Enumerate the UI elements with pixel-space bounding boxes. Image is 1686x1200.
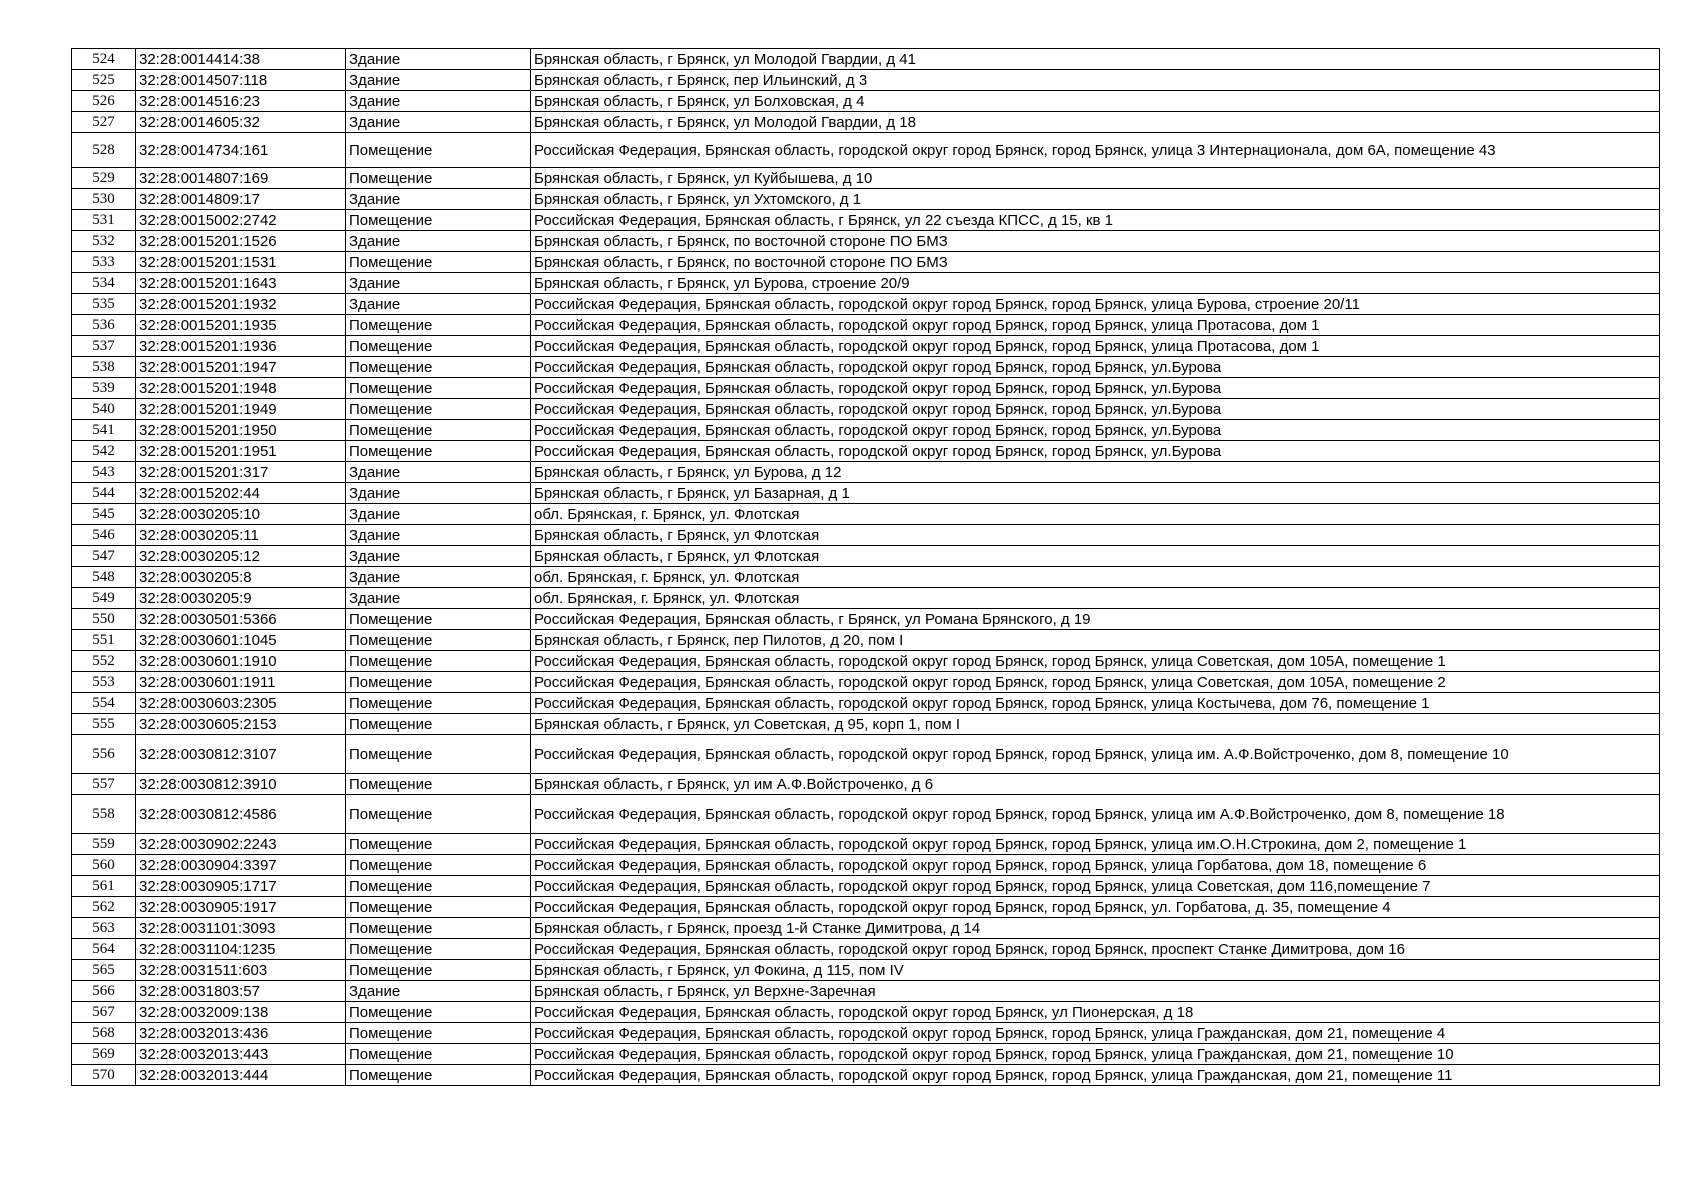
table-row	[72, 693, 1660, 714]
cadastral-number-cell: 32:28:0015202:44	[136, 483, 346, 504]
table-row	[72, 378, 1660, 399]
document-page	[71, 48, 1659, 1086]
address-cell: Брянская область, г Брянск, ул Советская, д 95, корп 1, пом I	[531, 714, 1660, 735]
row-number-cell: 563	[72, 918, 136, 939]
address-cell: Брянская область, г Брянск, ул Куйбышева, д 10	[531, 168, 1660, 189]
row-number-cell: 529	[72, 168, 136, 189]
table-row	[72, 399, 1660, 420]
address-cell: Брянская область, г Брянск, ул Флотская	[531, 546, 1660, 567]
object-type-cell: Помещение	[346, 1002, 531, 1023]
object-type-cell: Помещение	[346, 960, 531, 981]
row-number-cell: 551	[72, 630, 136, 651]
table-row	[72, 462, 1660, 483]
address-cell: обл. Брянская, г. Брянск, ул. Флотская	[531, 504, 1660, 525]
address-cell: Брянская область, г Брянск, пер Ильинский, д 3	[531, 70, 1660, 91]
object-type-cell: Здание	[346, 91, 531, 112]
table-row	[72, 714, 1660, 735]
table-row	[72, 357, 1660, 378]
row-number-cell: 553	[72, 672, 136, 693]
object-type-cell: Здание	[346, 525, 531, 546]
cadastral-number-cell: 32:28:0030205:9	[136, 588, 346, 609]
object-type-cell: Помещение	[346, 774, 531, 795]
cadastral-number-cell: 32:28:0015201:1936	[136, 336, 346, 357]
row-number-cell: 538	[72, 357, 136, 378]
row-number-cell: 569	[72, 1044, 136, 1065]
object-type-cell: Здание	[346, 567, 531, 588]
row-number-cell: 556	[72, 735, 136, 774]
table-row	[72, 133, 1660, 168]
table-row	[72, 876, 1660, 897]
address-cell: Российская Федерация, Брянская область, городской округ город Брянск, город Брянск, ул.Бурова	[531, 399, 1660, 420]
row-number-cell: 524	[72, 49, 136, 70]
cadastral-number-cell: 32:28:0030902:2243	[136, 834, 346, 855]
object-type-cell: Здание	[346, 483, 531, 504]
address-cell: Российская Федерация, Брянская область, городской округ город Брянск, город Брянск, улица Советская, дом 105А, помещение 1	[531, 651, 1660, 672]
object-type-cell: Помещение	[346, 399, 531, 420]
row-number-cell: 539	[72, 378, 136, 399]
row-number-cell: 558	[72, 795, 136, 834]
address-cell: Брянская область, г Брянск, ул Бурова, строение 20/9	[531, 273, 1660, 294]
row-number-cell: 526	[72, 91, 136, 112]
object-type-cell: Помещение	[346, 876, 531, 897]
row-number-cell: 541	[72, 420, 136, 441]
address-cell: Российская Федерация, Брянская область, городской округ город Брянск, город Брянск, улица Протасова, дом 1	[531, 315, 1660, 336]
table-row	[72, 855, 1660, 876]
table-row	[72, 112, 1660, 133]
row-number-cell: 570	[72, 1065, 136, 1086]
row-number-cell: 537	[72, 336, 136, 357]
table-row	[72, 735, 1660, 774]
object-type-cell: Здание	[346, 189, 531, 210]
object-type-cell: Здание	[346, 981, 531, 1002]
object-type-cell: Помещение	[346, 441, 531, 462]
table-row	[72, 774, 1660, 795]
table-row	[72, 273, 1660, 294]
cadastral-number-cell: 32:28:0015201:1643	[136, 273, 346, 294]
table-row	[72, 336, 1660, 357]
row-number-cell: 534	[72, 273, 136, 294]
table-row	[72, 483, 1660, 504]
object-type-cell: Помещение	[346, 939, 531, 960]
object-type-cell: Помещение	[346, 630, 531, 651]
table-row	[72, 651, 1660, 672]
address-cell: Брянская область, г Брянск, ул Фокина, д 115, пом IV	[531, 960, 1660, 981]
row-number-cell: 543	[72, 462, 136, 483]
row-number-cell: 564	[72, 939, 136, 960]
row-number-cell: 540	[72, 399, 136, 420]
address-cell: Брянская область, г Брянск, ул Флотская	[531, 525, 1660, 546]
table-row	[72, 1023, 1660, 1044]
property-table	[71, 48, 1660, 1086]
object-type-cell: Здание	[346, 546, 531, 567]
address-cell: Брянская область, г Брянск, ул Болховская, д 4	[531, 91, 1660, 112]
table-row	[72, 231, 1660, 252]
object-type-cell: Помещение	[346, 252, 531, 273]
cadastral-number-cell: 32:28:0032013:436	[136, 1023, 346, 1044]
object-type-cell: Помещение	[346, 609, 531, 630]
address-cell: обл. Брянская, г. Брянск, ул. Флотская	[531, 588, 1660, 609]
cadastral-number-cell: 32:28:0015201:1932	[136, 294, 346, 315]
table-row	[72, 1044, 1660, 1065]
table-row	[72, 420, 1660, 441]
address-cell: Российская Федерация, Брянская область, городской округ город Брянск, город Брянск, улица Протасова, дом 1	[531, 336, 1660, 357]
cadastral-number-cell: 32:28:0014516:23	[136, 91, 346, 112]
object-type-cell: Помещение	[346, 378, 531, 399]
object-type-cell: Здание	[346, 273, 531, 294]
row-number-cell: 547	[72, 546, 136, 567]
cadastral-number-cell: 32:28:0030205:10	[136, 504, 346, 525]
object-type-cell: Здание	[346, 70, 531, 91]
address-cell: обл. Брянская, г. Брянск, ул. Флотская	[531, 567, 1660, 588]
row-number-cell: 562	[72, 897, 136, 918]
address-cell: Российская Федерация, Брянская область, г Брянск, ул 22 съезда КПСС, д 15, кв 1	[531, 210, 1660, 231]
address-cell: Российская Федерация, Брянская область, городской округ город Брянск, город Брянск, ул.Бурова	[531, 420, 1660, 441]
address-cell: Российская Федерация, Брянская область, городской округ город Брянск, ул Пионерская, д 18	[531, 1002, 1660, 1023]
object-type-cell: Помещение	[346, 315, 531, 336]
row-number-cell: 535	[72, 294, 136, 315]
table-row	[72, 91, 1660, 112]
cadastral-number-cell: 32:28:0030205:12	[136, 546, 346, 567]
table-row	[72, 981, 1660, 1002]
object-type-cell: Помещение	[346, 133, 531, 168]
cadastral-number-cell: 32:28:0030205:8	[136, 567, 346, 588]
address-cell: Брянская область, г Брянск, ул им А.Ф.Войстроченко, д 6	[531, 774, 1660, 795]
cadastral-number-cell: 32:28:0031511:603	[136, 960, 346, 981]
row-number-cell: 536	[72, 315, 136, 336]
object-type-cell: Помещение	[346, 1044, 531, 1065]
row-number-cell: 545	[72, 504, 136, 525]
object-type-cell: Помещение	[346, 735, 531, 774]
cadastral-number-cell: 32:28:0015201:1950	[136, 420, 346, 441]
address-cell: Российская Федерация, Брянская область, городской округ город Брянск, город Брянск, улица Горбатова, дом 18, помещение 6	[531, 855, 1660, 876]
cadastral-number-cell: 32:28:0032009:138	[136, 1002, 346, 1023]
table-row	[72, 834, 1660, 855]
cadastral-number-cell: 32:28:0014734:161	[136, 133, 346, 168]
object-type-cell: Здание	[346, 112, 531, 133]
table-row	[72, 960, 1660, 981]
table-row	[72, 294, 1660, 315]
cadastral-number-cell: 32:28:0030812:4586	[136, 795, 346, 834]
table-row	[72, 630, 1660, 651]
row-number-cell: 550	[72, 609, 136, 630]
address-cell: Брянская область, г Брянск, по восточной стороне ПО БМЗ	[531, 231, 1660, 252]
table-row	[72, 567, 1660, 588]
object-type-cell: Помещение	[346, 795, 531, 834]
address-cell: Брянская область, г Брянск, пер Пилотов, д 20, пом I	[531, 630, 1660, 651]
address-cell: Российская Федерация, Брянская область, городской округ город Брянск, город Брянск, ул.Бурова	[531, 441, 1660, 462]
row-number-cell: 544	[72, 483, 136, 504]
table-row	[72, 315, 1660, 336]
address-cell: Российская Федерация, Брянская область, городской округ город Брянск, город Брянск, улица им А.Ф.Войстроченко, дом 8, помещение 18	[531, 795, 1660, 834]
object-type-cell: Здание	[346, 231, 531, 252]
cadastral-number-cell: 32:28:0014807:169	[136, 168, 346, 189]
object-type-cell: Помещение	[346, 834, 531, 855]
row-number-cell: 555	[72, 714, 136, 735]
cadastral-number-cell: 32:28:0032013:444	[136, 1065, 346, 1086]
table-row	[72, 795, 1660, 834]
address-cell: Российская Федерация, Брянская область, городской округ город Брянск, город Брянск, улица Советская, дом 116,помещение 7	[531, 876, 1660, 897]
row-number-cell: 561	[72, 876, 136, 897]
table-row	[72, 939, 1660, 960]
row-number-cell: 533	[72, 252, 136, 273]
row-number-cell: 554	[72, 693, 136, 714]
address-cell: Российская Федерация, Брянская область, городской округ город Брянск, город Брянск, улица Гражданская, дом 21, помещение 10	[531, 1044, 1660, 1065]
cadastral-number-cell: 32:28:0031104:1235	[136, 939, 346, 960]
address-cell: Брянская область, г Брянск, по восточной стороне ПО БМЗ	[531, 252, 1660, 273]
cadastral-number-cell: 32:28:0014605:32	[136, 112, 346, 133]
object-type-cell: Помещение	[346, 1065, 531, 1086]
row-number-cell: 546	[72, 525, 136, 546]
address-cell: Российская Федерация, Брянская область, городской округ город Брянск, город Брянск, улица им. А.Ф.Войстроченко, дом 8, помещение 10	[531, 735, 1660, 774]
address-cell: Брянская область, г Брянск, ул Бурова, д 12	[531, 462, 1660, 483]
cadastral-number-cell: 32:28:0030601:1045	[136, 630, 346, 651]
address-cell: Брянская область, г Брянск, ул Ухтомского, д 1	[531, 189, 1660, 210]
row-number-cell: 548	[72, 567, 136, 588]
row-number-cell: 565	[72, 960, 136, 981]
table-row	[72, 49, 1660, 70]
table-body	[72, 49, 1660, 1086]
row-number-cell: 560	[72, 855, 136, 876]
table-row	[72, 252, 1660, 273]
object-type-cell: Помещение	[346, 714, 531, 735]
cadastral-number-cell: 32:28:0030205:11	[136, 525, 346, 546]
object-type-cell: Помещение	[346, 672, 531, 693]
cadastral-number-cell: 32:28:0030601:1910	[136, 651, 346, 672]
address-cell: Российская Федерация, Брянская область, городской округ город Брянск, город Брянск, улица им.О.Н.Строкина, дом 2, помещение 1	[531, 834, 1660, 855]
object-type-cell: Помещение	[346, 1023, 531, 1044]
row-number-cell: 566	[72, 981, 136, 1002]
row-number-cell: 557	[72, 774, 136, 795]
row-number-cell: 567	[72, 1002, 136, 1023]
table-row	[72, 441, 1660, 462]
address-cell: Российская Федерация, Брянская область, городской округ город Брянск, город Брянск, улица 3 Интернационала, дом 6А, помещение 43	[531, 133, 1660, 168]
cadastral-number-cell: 32:28:0030905:1717	[136, 876, 346, 897]
row-number-cell: 532	[72, 231, 136, 252]
cadastral-number-cell: 32:28:0032013:443	[136, 1044, 346, 1065]
address-cell: Российская Федерация, Брянская область, городской округ город Брянск, город Брянск, улица Гражданская, дом 21, помещение 4	[531, 1023, 1660, 1044]
row-number-cell: 531	[72, 210, 136, 231]
table-row	[72, 1065, 1660, 1086]
table-row	[72, 546, 1660, 567]
row-number-cell: 528	[72, 133, 136, 168]
cadastral-number-cell: 32:28:0030812:3910	[136, 774, 346, 795]
table-row	[72, 210, 1660, 231]
cadastral-number-cell: 32:28:0014414:38	[136, 49, 346, 70]
address-cell: Российская Федерация, Брянская область, г Брянск, ул Романа Брянского, д 19	[531, 609, 1660, 630]
address-cell: Российская Федерация, Брянская область, городской округ город Брянск, город Брянск, проспект Станке Димитрова, дом 16	[531, 939, 1660, 960]
address-cell: Брянская область, г Брянск, проезд 1-й Станке Димитрова, д 14	[531, 918, 1660, 939]
table-row	[72, 189, 1660, 210]
address-cell: Российская Федерация, Брянская область, городской округ город Брянск, город Брянск, улица Советская, дом 105А, помещение 2	[531, 672, 1660, 693]
row-number-cell: 530	[72, 189, 136, 210]
address-cell: Брянская область, г Брянск, ул Верхне-Заречная	[531, 981, 1660, 1002]
cadastral-number-cell: 32:28:0015201:1947	[136, 357, 346, 378]
cadastral-number-cell: 32:28:0030601:1911	[136, 672, 346, 693]
table-row	[72, 504, 1660, 525]
object-type-cell: Помещение	[346, 210, 531, 231]
object-type-cell: Помещение	[346, 336, 531, 357]
object-type-cell: Помещение	[346, 420, 531, 441]
table-row	[72, 1002, 1660, 1023]
cadastral-number-cell: 32:28:0015201:1949	[136, 399, 346, 420]
object-type-cell: Помещение	[346, 693, 531, 714]
table-row	[72, 897, 1660, 918]
row-number-cell: 552	[72, 651, 136, 672]
address-cell: Российская Федерация, Брянская область, городской округ город Брянск, город Брянск, улица Бурова, строение 20/11	[531, 294, 1660, 315]
cadastral-number-cell: 32:28:0015002:2742	[136, 210, 346, 231]
address-cell: Российская Федерация, Брянская область, городской округ город Брянск, город Брянск, ул.Бурова	[531, 357, 1660, 378]
object-type-cell: Помещение	[346, 918, 531, 939]
table-row	[72, 70, 1660, 91]
address-cell: Брянская область, г Брянск, ул Молодой Гвардии, д 41	[531, 49, 1660, 70]
cadastral-number-cell: 32:28:0030812:3107	[136, 735, 346, 774]
row-number-cell: 525	[72, 70, 136, 91]
object-type-cell: Здание	[346, 462, 531, 483]
cadastral-number-cell: 32:28:0030905:1917	[136, 897, 346, 918]
address-cell: Российская Федерация, Брянская область, городской округ город Брянск, город Брянск, улица Гражданская, дом 21, помещение 11	[531, 1065, 1660, 1086]
cadastral-number-cell: 32:28:0031803:57	[136, 981, 346, 1002]
cadastral-number-cell: 32:28:0015201:1526	[136, 231, 346, 252]
object-type-cell: Здание	[346, 504, 531, 525]
cadastral-number-cell: 32:28:0014507:118	[136, 70, 346, 91]
row-number-cell: 527	[72, 112, 136, 133]
table-row	[72, 609, 1660, 630]
table-row	[72, 525, 1660, 546]
object-type-cell: Помещение	[346, 357, 531, 378]
cadastral-number-cell: 32:28:0015201:1951	[136, 441, 346, 462]
cadastral-number-cell: 32:28:0015201:1531	[136, 252, 346, 273]
table-row	[72, 918, 1660, 939]
object-type-cell: Помещение	[346, 897, 531, 918]
object-type-cell: Помещение	[346, 651, 531, 672]
row-number-cell: 559	[72, 834, 136, 855]
cadastral-number-cell: 32:28:0015201:1948	[136, 378, 346, 399]
cadastral-number-cell: 32:28:0030501:5366	[136, 609, 346, 630]
cadastral-number-cell: 32:28:0030904:3397	[136, 855, 346, 876]
address-cell: Российская Федерация, Брянская область, городской округ город Брянск, город Брянск, ул. Горбатова, д. 35, помещение 4	[531, 897, 1660, 918]
cadastral-number-cell: 32:28:0014809:17	[136, 189, 346, 210]
address-cell: Брянская область, г Брянск, ул Базарная, д 1	[531, 483, 1660, 504]
row-number-cell: 549	[72, 588, 136, 609]
object-type-cell: Помещение	[346, 855, 531, 876]
cadastral-number-cell: 32:28:0015201:1935	[136, 315, 346, 336]
address-cell: Брянская область, г Брянск, ул Молодой Гвардии, д 18	[531, 112, 1660, 133]
object-type-cell: Здание	[346, 588, 531, 609]
table-row	[72, 588, 1660, 609]
row-number-cell: 568	[72, 1023, 136, 1044]
address-cell: Российская Федерация, Брянская область, городской округ город Брянск, город Брянск, улица Костычева, дом 76, помещение 1	[531, 693, 1660, 714]
object-type-cell: Помещение	[346, 168, 531, 189]
object-type-cell: Здание	[346, 49, 531, 70]
cadastral-number-cell: 32:28:0015201:317	[136, 462, 346, 483]
object-type-cell: Здание	[346, 294, 531, 315]
table-row	[72, 672, 1660, 693]
cadastral-number-cell: 32:28:0031101:3093	[136, 918, 346, 939]
cadastral-number-cell: 32:28:0030605:2153	[136, 714, 346, 735]
address-cell: Российская Федерация, Брянская область, городской округ город Брянск, город Брянск, ул.Бурова	[531, 378, 1660, 399]
cadastral-number-cell: 32:28:0030603:2305	[136, 693, 346, 714]
row-number-cell: 542	[72, 441, 136, 462]
table-row	[72, 168, 1660, 189]
